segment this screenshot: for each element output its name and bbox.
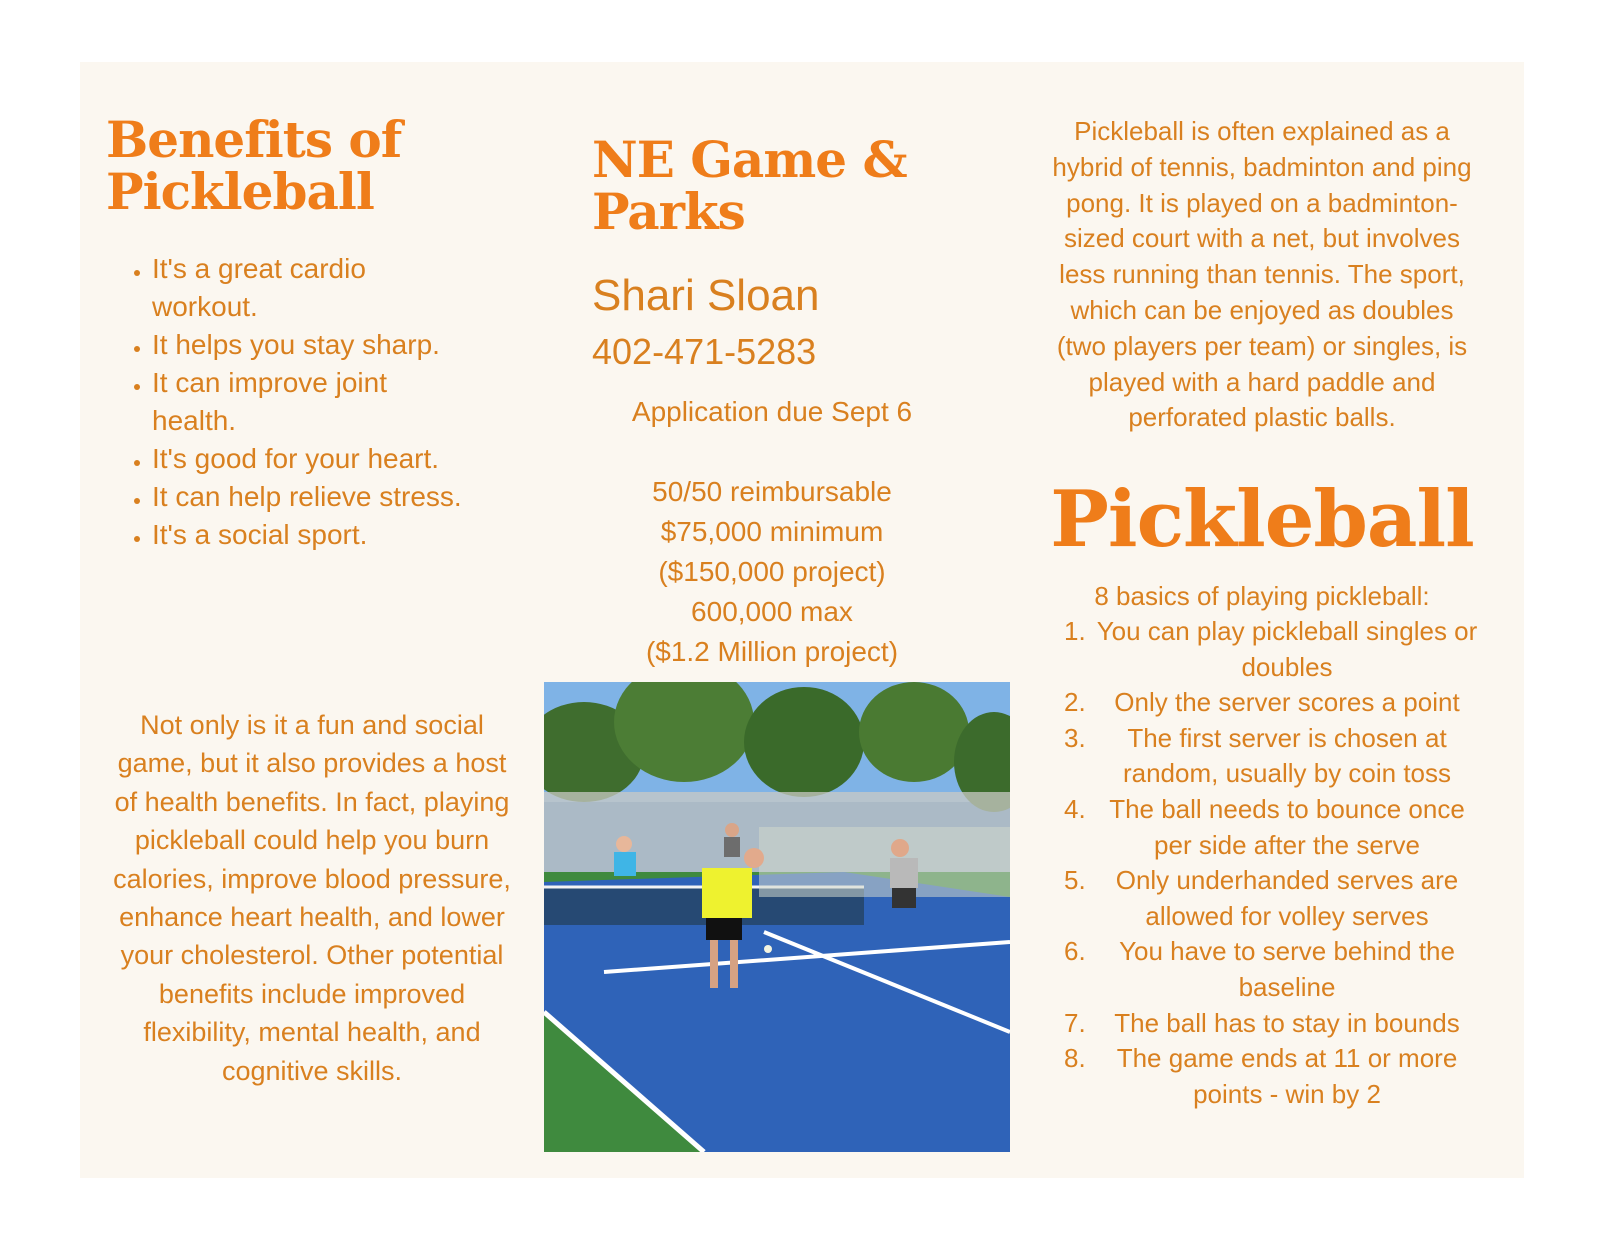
benefit-item: • It's a social sport. (152, 516, 472, 554)
basics-item (1064, 1041, 1482, 1112)
basics-text: You have to serve behind the baseline (1119, 936, 1455, 1002)
basics-text: The ball has to stay in bounds (1114, 1007, 1460, 1038)
benefit-item: • It can help relieve stress. (152, 478, 472, 516)
funding-line: 600,000 max (691, 596, 853, 627)
basics-number: 2. (1064, 687, 1086, 718)
benefit-item: • It can improve joint health. (152, 364, 472, 440)
basics-text: Only the server scores a point (1114, 687, 1460, 718)
contact-phone: 402-471-5283 (592, 331, 817, 372)
basics-item (1064, 721, 1482, 792)
basics-item (1064, 614, 1482, 685)
basics-text: The first server is chosen at random, usually by coin toss (1122, 722, 1452, 789)
funding-details (592, 472, 952, 672)
basics-number: 4. (1064, 793, 1086, 824)
application-deadline: Application due Sept 6 (631, 396, 913, 427)
basics-list (1064, 614, 1482, 1112)
basics-number: 1. (1064, 616, 1086, 646)
organization-heading: NE Game & Parks (592, 130, 907, 241)
basics-number: 6. (1064, 936, 1086, 967)
benefits-heading: Benefits of Pickleball (106, 110, 402, 221)
basics-item (1064, 934, 1482, 1005)
funding-line: 50/50 reimbursable (652, 476, 892, 507)
benefit-item: • It helps you stay sharp. (152, 326, 472, 364)
basics-item (1064, 685, 1482, 721)
funding-line: ($1.2 Million project) (645, 636, 899, 667)
basics-number: 8. (1064, 1043, 1086, 1074)
basics-text: The ball needs to bounce once per side after the serve (1109, 793, 1465, 860)
basics-number: 5. (1064, 865, 1086, 896)
basics-text: The game ends at 11 or more points - win by 2 (1116, 1043, 1458, 1109)
basics-item (1064, 1006, 1482, 1042)
basics-text: Only underhanded serves are allowed for volley serves (1115, 865, 1459, 931)
benefits-list (124, 250, 472, 554)
pickleball-court-photo (544, 682, 1010, 1152)
basics-intro: 8 basics of playing pickleball: (1094, 581, 1430, 611)
benefit-item: • It's a great cardio workout. (152, 250, 472, 326)
benefit-item: • It's good for your heart. (152, 440, 472, 478)
basics-item (1064, 863, 1482, 934)
basics-text: You can play pickleball singles or doubles (1096, 616, 1478, 682)
basics-number: 3. (1064, 722, 1086, 753)
pickleball-title: Pickleball (1050, 474, 1474, 565)
basics-item (1064, 792, 1482, 863)
health-benefits-paragraph: Not only is it a fun and social game, but it also provides a host of health benefits. In fact, playing pickleball could help you burn calories, improve blood pressure, enhance heart health, and lower your cholesterol. Other potential benefits include improved flexibility, mental health, and cognitive skills. (113, 710, 511, 1086)
basics-number: 7. (1064, 1007, 1086, 1038)
pickleball-intro: Pickleball is often explained as a hybrid of tennis, badminton and ping pong. It is played on a badminton-sized court with a net, but involves less running than tennis. The sport, which can be enjoyed as doubles (two players per team) or singles, is played with a hard paddle and perforated plastic balls. (1052, 116, 1472, 433)
funding-line: $75,000 minimum (660, 516, 884, 547)
contact-name: Shari Sloan (592, 271, 820, 320)
funding-line: ($150,000 project) (658, 556, 886, 587)
